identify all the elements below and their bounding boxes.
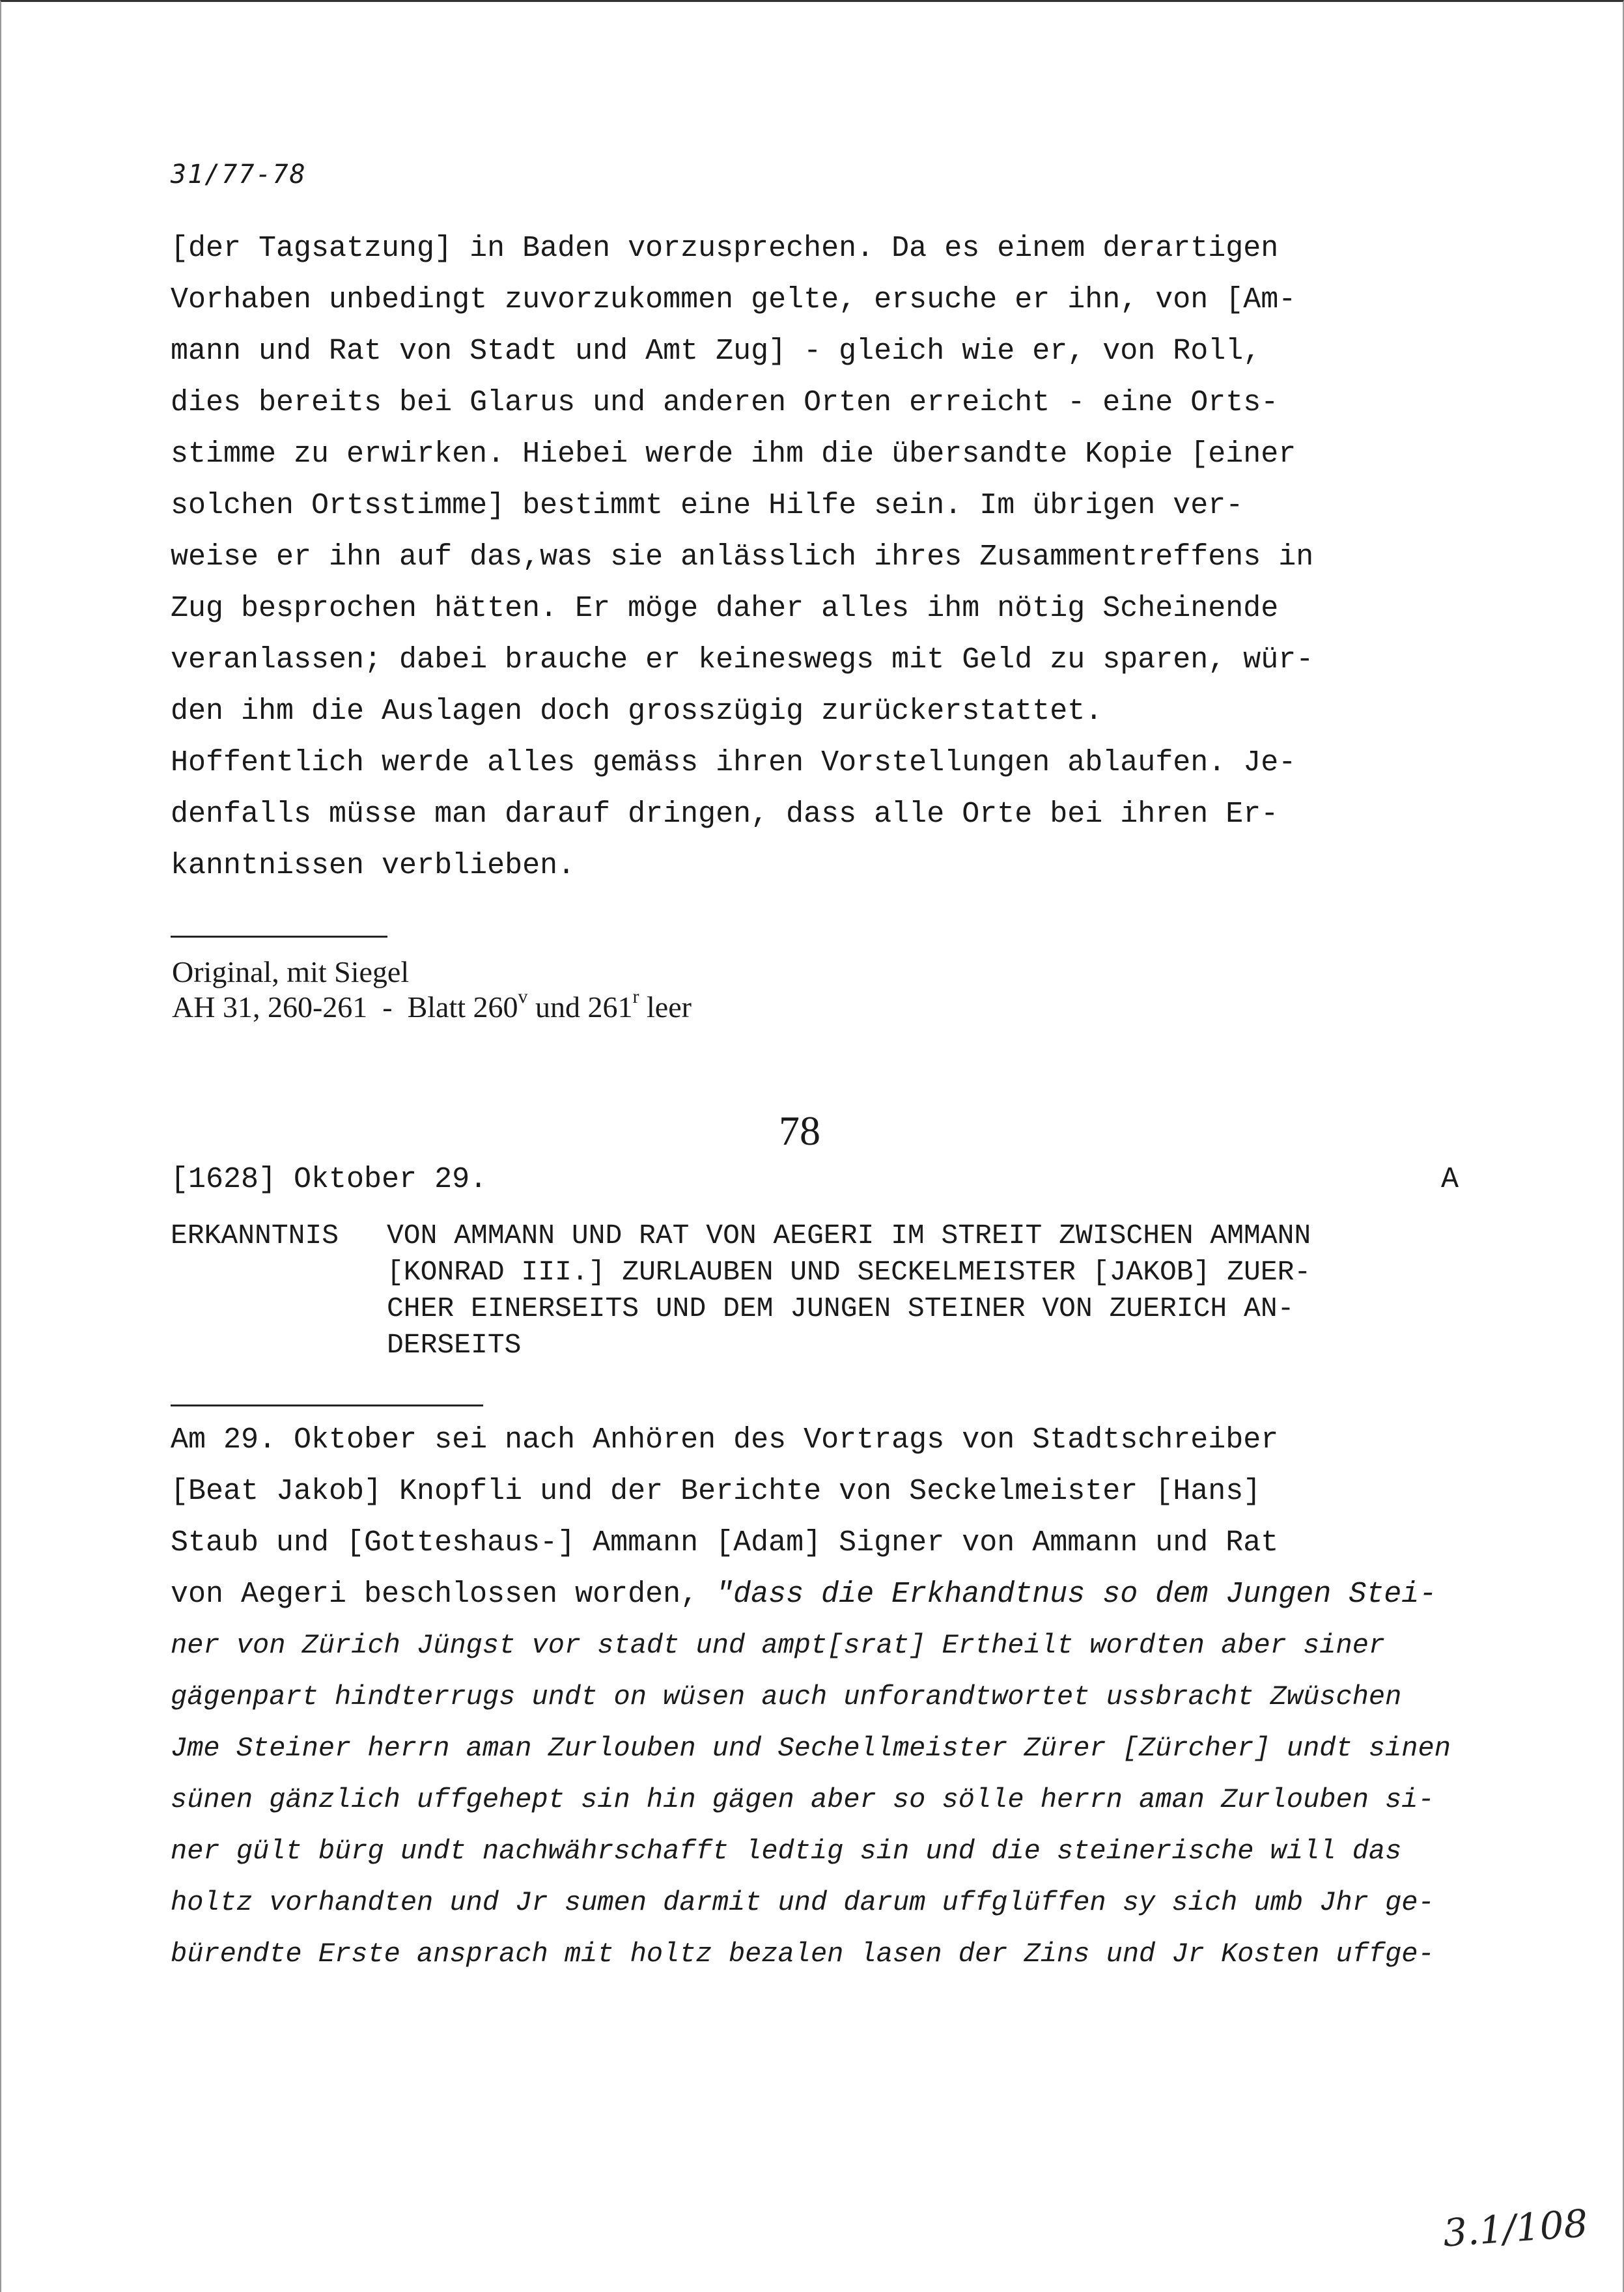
paragraph-2 — [171, 1414, 1451, 1980]
heading-divider — [171, 1405, 483, 1406]
plain-text: von Aegeri beschlossen worden, — [171, 1578, 716, 1611]
heading-label — [171, 1218, 339, 1254]
heading-line: VON AMMANN UND RAT VON AEGERI IM STREIT ZWISCHEN AMMANN — [387, 1220, 1311, 1251]
source-text: und 261 — [527, 990, 633, 1024]
quoted-line: bürendte Erste ansprach mit holtz bezalen lasen der Zins und Jr Kosten uffge- — [171, 1938, 1435, 1970]
document-number: 78 — [779, 1108, 820, 1154]
text-line: mann und Rat von Stadt und Amt Zug] - gleich wie er, von Roll, — [171, 335, 1261, 368]
text-line-mixed — [171, 1569, 1451, 1620]
quoted-line: ner von Zürich Jüngst vor stadt und ampt[srat] Ertheilt wordten aber siner — [171, 1630, 1386, 1661]
heading-line: [KONRAD III.] ZURLAUBEN UND SECKELMEISTER [JAKOB] ZUER- — [387, 1256, 1311, 1288]
text-line: denfalls müsse man darauf dringen, dass alle Orte bei ihren Er- — [171, 798, 1279, 831]
text-line: Staub und [Gotteshaus-] Ammann [Adam] Signer von Ammann und Rat — [171, 1526, 1279, 1559]
text-line: Am 29. Oktober sei nach Anhören des Vortrags von Stadtschreiber — [171, 1423, 1279, 1457]
text-line: den ihm die Auslagen doch grosszügig zurückerstattet. — [171, 695, 1103, 728]
text-line: solchen Ortsstimme] bestimmt eine Hilfe sein. Im übrigen ver- — [171, 489, 1244, 522]
quoted-line: gägenpart hindterrugs undt on wüsen auch unforandtwortet ussbracht Zwüschen — [171, 1681, 1402, 1712]
source-note — [172, 955, 692, 1025]
footnote-divider — [171, 936, 387, 938]
heading-label-text: ERKANNTNIS — [171, 1220, 339, 1251]
paragraph-1 — [171, 223, 1313, 891]
text-line: dies bereits bei Glarus und anderen Orten erreicht - eine Orts- — [171, 386, 1279, 419]
text-line: [der Tagsatzung] in Baden vorzusprechen. Da es einem derartigen — [171, 232, 1279, 265]
source-line-2 — [172, 986, 692, 1025]
quoted-line: sünen gänzlich uffgehept sin hin gägen aber so sölle herrn aman Zurlouben si- — [171, 1784, 1435, 1815]
source-text: AH 31, 260-261 - Blatt 260 — [172, 990, 518, 1024]
text-line: stimme zu erwirken. Hiebei werde ihm die übersandte Kopie [einer — [171, 438, 1296, 471]
heading-line: DERSEITS — [387, 1329, 522, 1361]
text-line: weise er ihn auf das,was sie anlässlich ihres Zusammentreffens in — [171, 540, 1314, 574]
text-line: Hoffentlich werde alles gemäss ihren Vorstellungen ablaufen. Je- — [171, 746, 1296, 779]
text-line: Vorhaben unbedingt zuvorzukommen gelte, ersuche er ihn, von [Am- — [171, 283, 1296, 316]
source-line-1: Original, mit Siegel — [172, 955, 410, 988]
text-line: [Beat Jakob] Knopfli und der Berichte von Seckelmeister [Hans] — [171, 1475, 1261, 1508]
reference-number: 31/77-78 — [171, 160, 307, 189]
superscript-recto: r — [632, 986, 639, 1007]
document-date: [1628] Oktober 29. — [171, 1163, 488, 1196]
heading-body — [387, 1218, 1311, 1363]
source-text: leer — [639, 990, 692, 1024]
quoted-text: "dass die Erkhandtnus so dem Jungen Stei- — [716, 1578, 1437, 1611]
heading-line: CHER EINERSEITS UND DEM JUNGEN STEINER VON ZUERICH AN- — [387, 1293, 1295, 1324]
quoted-line: ner gült bürg undt nachwährschafft ledtig sin und die steinerische will das — [171, 1836, 1402, 1867]
handwritten-page-number: 3.1/108 — [1441, 2201, 1589, 2256]
superscript-verso: v — [518, 986, 528, 1007]
quoted-line: Jme Steiner herrn aman Zurlouben und Sechellmeister Zürer [Zürcher] undt sinen — [171, 1733, 1451, 1764]
text-line: kanntnissen verblieben. — [171, 849, 576, 882]
text-line: veranlassen; dabei brauche er keineswegs mit Geld zu sparen, wür- — [171, 643, 1314, 677]
quoted-line: holtz vorhandten und Jr sumen darmit und darum uffglüffen sy sich umb Jhr ge- — [171, 1887, 1435, 1918]
section-letter: A — [1441, 1163, 1459, 1196]
text-line: Zug besprochen hätten. Er möge daher alles ihm nötig Scheinende — [171, 592, 1279, 625]
